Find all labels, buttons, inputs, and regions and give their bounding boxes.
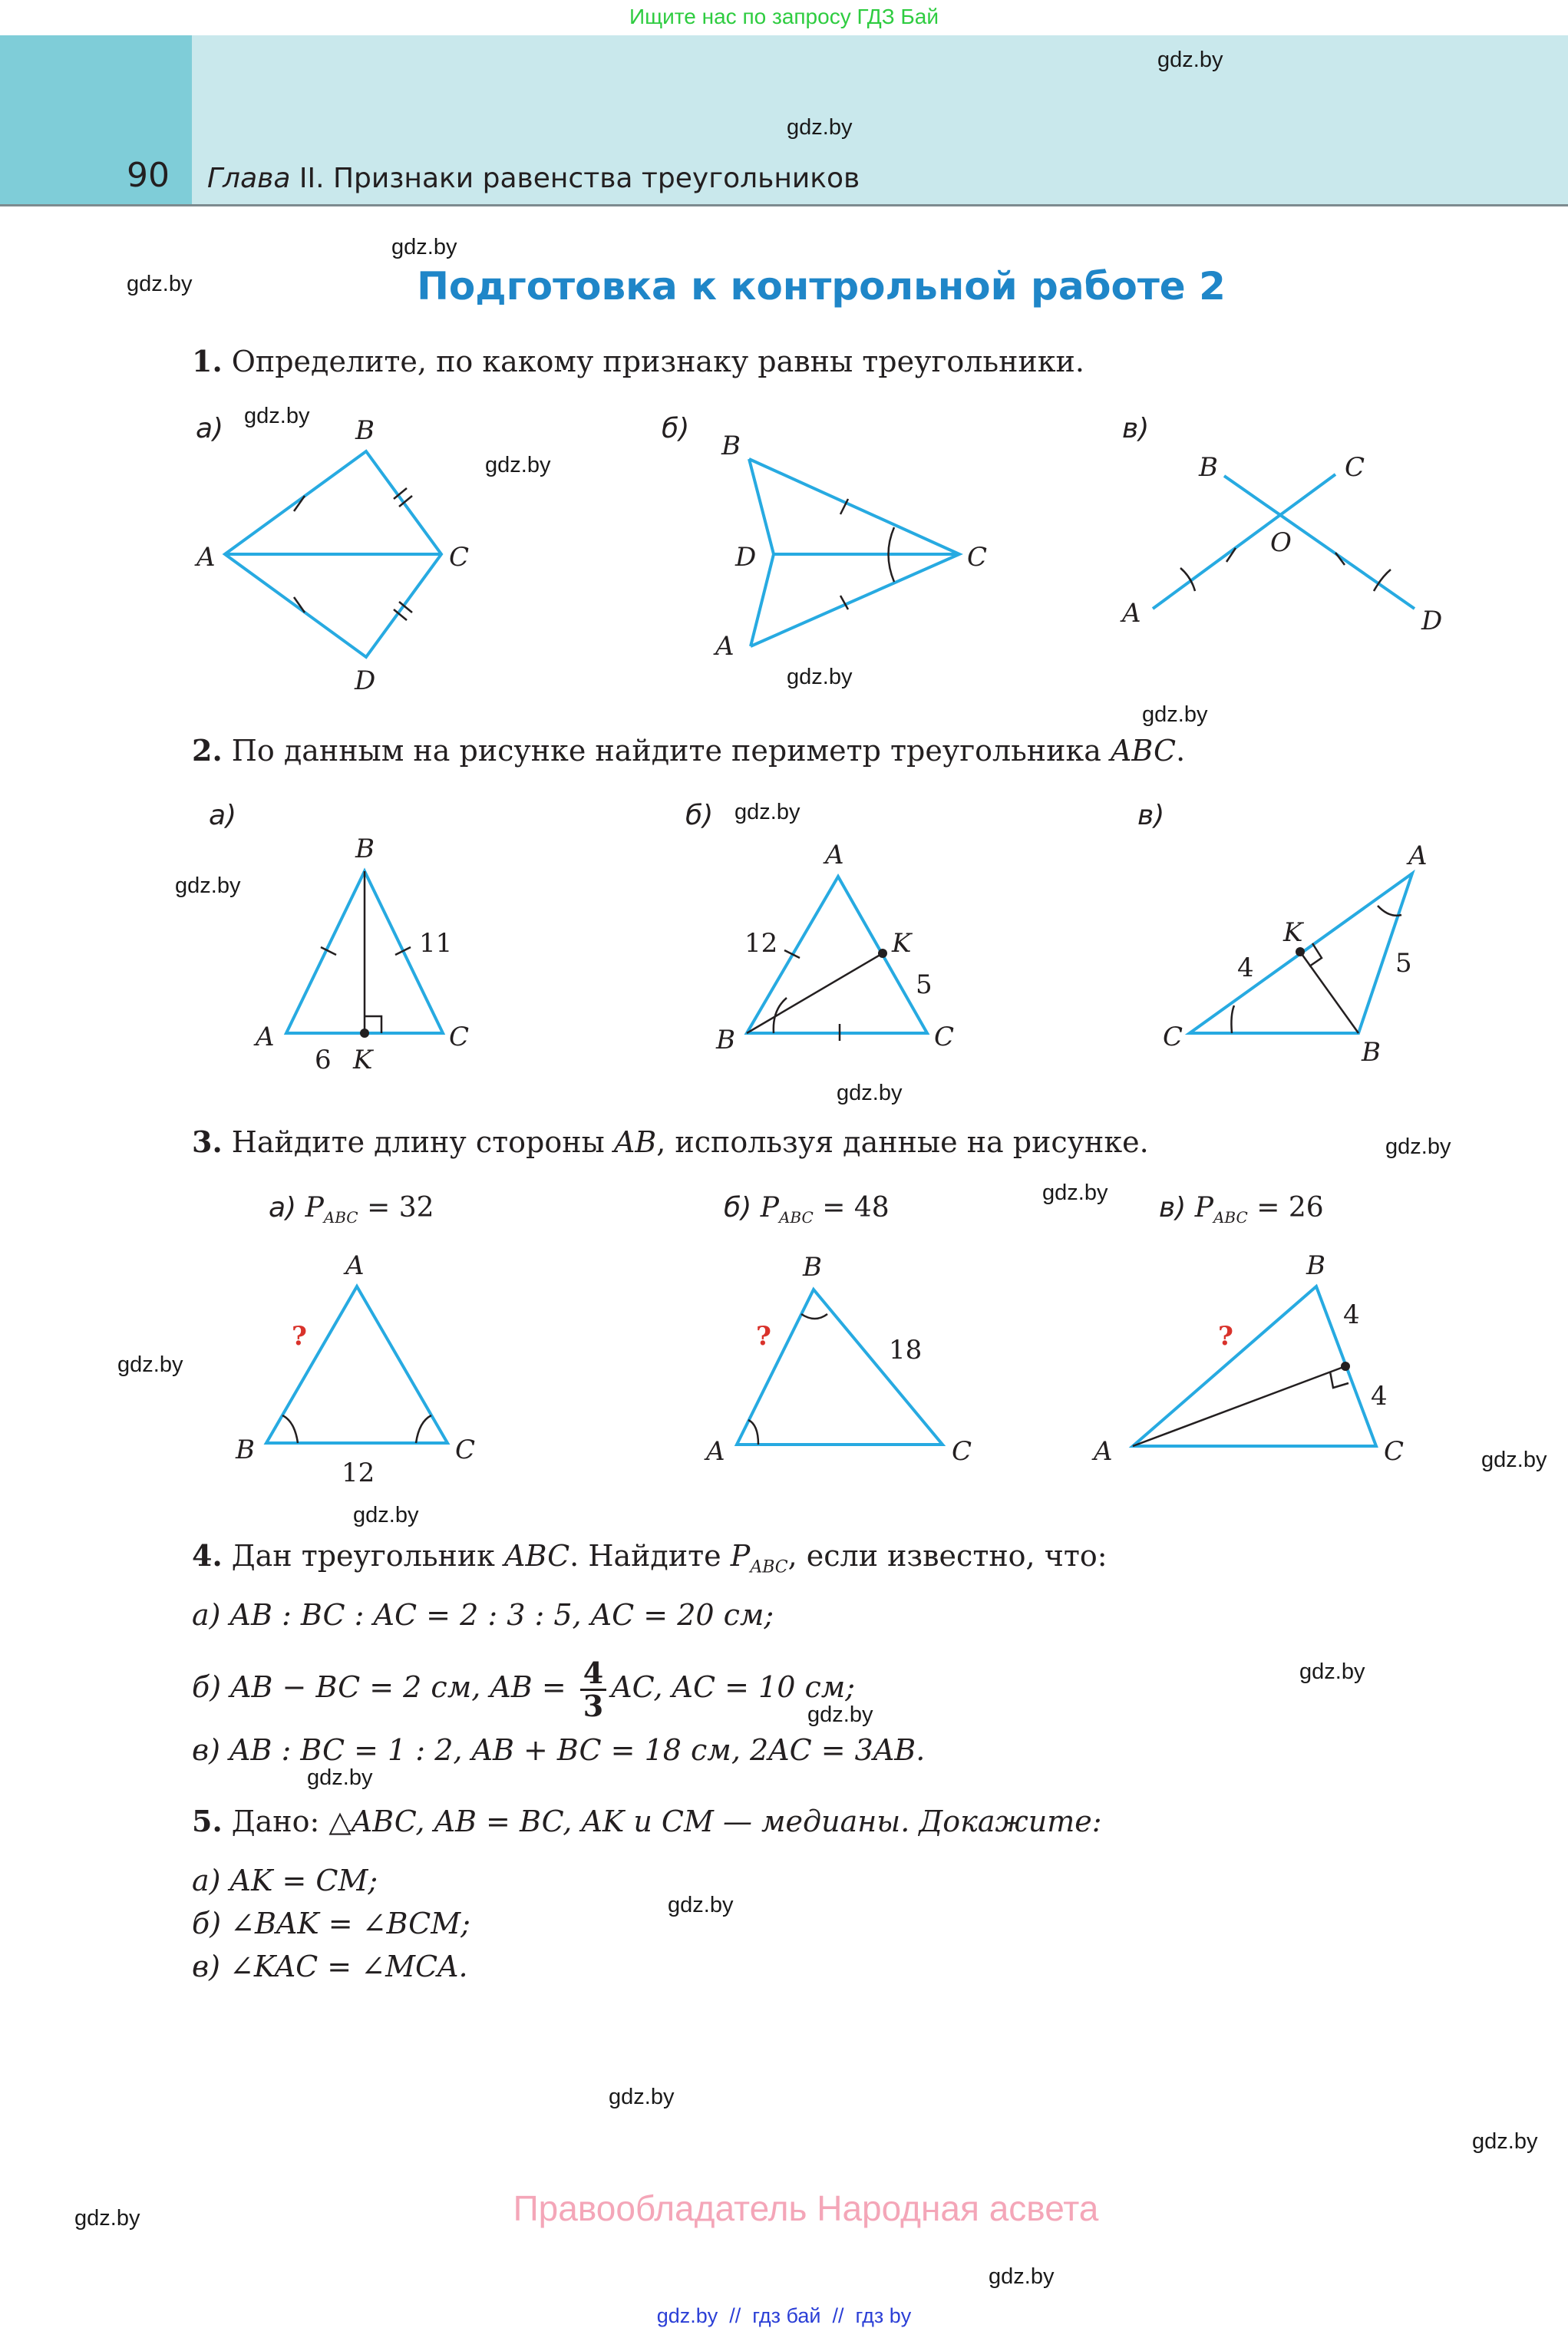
task-2-triangle: ABC bbox=[1110, 734, 1177, 768]
task-3b-p: P bbox=[760, 1192, 779, 1223]
task-5-text: Дано: △ bbox=[222, 1805, 352, 1838]
watermark: gdz.by bbox=[1472, 2129, 1538, 2154]
fig-2v-C: C bbox=[1163, 1022, 1183, 1052]
task-3a-p: P bbox=[305, 1192, 324, 1223]
task-4 bbox=[192, 1538, 1108, 1577]
task-5-line-v: в) ∠KAC = ∠MCA. bbox=[192, 1950, 468, 1983]
fig-3a-B: B bbox=[236, 1435, 255, 1465]
task-3-side: AB bbox=[613, 1125, 657, 1159]
task-3v-p: P bbox=[1194, 1192, 1213, 1223]
watermark: gdz.by bbox=[609, 2085, 675, 2109]
fig-1v-O: O bbox=[1270, 527, 1292, 558]
watermark: gdz.by bbox=[807, 1702, 873, 1727]
fig-1b-A: A bbox=[715, 631, 734, 662]
watermark: gdz.by bbox=[837, 1081, 903, 1105]
watermark: gdz.by bbox=[787, 665, 853, 689]
fig-3a-question: ? bbox=[292, 1321, 307, 1352]
task-3v-sub: ABC bbox=[1213, 1208, 1248, 1227]
fig-2v-4: 4 bbox=[1237, 953, 1254, 983]
fig-3b-C: C bbox=[952, 1436, 972, 1467]
task-1-number: 1. bbox=[192, 344, 223, 378]
fig-1b-D: D bbox=[735, 542, 757, 573]
task-3a-label: а) bbox=[269, 1192, 297, 1223]
task-4-fraction-num: 4 bbox=[580, 1658, 606, 1691]
task-4-line-v: в) AB : BC = 1 : 2, AB + BC = 18 см, 2AC = 3AB. bbox=[192, 1733, 926, 1767]
task-4-fraction bbox=[580, 1658, 606, 1722]
fig-2b-12: 12 bbox=[744, 928, 778, 959]
fig-2b-A: A bbox=[825, 840, 844, 870]
watermark: gdz.by bbox=[989, 2264, 1055, 2289]
task-2-number: 2. bbox=[192, 733, 223, 768]
fig-3a-C: C bbox=[455, 1435, 476, 1465]
fig-2b-K: K bbox=[892, 928, 912, 959]
fig-1v-C: C bbox=[1345, 452, 1365, 483]
task-3v-value: 26 bbox=[1288, 1192, 1324, 1223]
fig-3v-median bbox=[1133, 1366, 1345, 1446]
watermark: gdz.by bbox=[485, 453, 551, 477]
task-3b-eq: = bbox=[813, 1192, 854, 1223]
task-5-line-b: б) ∠BAK = ∠BCM; bbox=[192, 1907, 470, 1940]
watermark: gdz.by bbox=[1481, 1448, 1547, 1472]
fig-1v-A: A bbox=[1122, 598, 1141, 629]
task-4-line-b-start: б) AB − BC = 2 см, AB = bbox=[192, 1670, 576, 1704]
task-5-number: 5. bbox=[192, 1804, 223, 1838]
watermark: gdz.by bbox=[117, 1352, 183, 1377]
task-4-psub: ABC bbox=[750, 1557, 788, 1577]
task-1-text: Определите, по какому признаку равны треугольники. bbox=[222, 345, 1084, 378]
fig-1a-C: C bbox=[449, 542, 470, 573]
task-3-text: Найдите длину стороны bbox=[222, 1125, 614, 1159]
watermark: gdz.by bbox=[244, 404, 310, 428]
fig-3v-C: C bbox=[1384, 1436, 1405, 1467]
fig-2a-C: C bbox=[449, 1022, 470, 1052]
fig-3v-4-bottom: 4 bbox=[1371, 1381, 1388, 1412]
watermark: gdz.by bbox=[1385, 1134, 1451, 1159]
fig-3b-B: B bbox=[803, 1252, 822, 1283]
fig-3v-B: B bbox=[1306, 1250, 1325, 1281]
page-title: Подготовка к контрольной работе 2 bbox=[417, 264, 1226, 309]
watermark: gdz.by bbox=[307, 1765, 373, 1790]
watermark: gdz.by bbox=[1299, 1659, 1365, 1684]
fig-2a-11: 11 bbox=[419, 928, 453, 959]
fig-2a-6: 6 bbox=[315, 1045, 332, 1075]
task-3b-sub: ABC bbox=[778, 1208, 814, 1227]
task-3v-eq: = bbox=[1247, 1192, 1289, 1223]
task-4-mid: . Найдите bbox=[569, 1539, 731, 1573]
fig-3v-question: ? bbox=[1218, 1321, 1233, 1352]
task-1-label-v: в) bbox=[1122, 413, 1150, 444]
chapter-word: Глава bbox=[207, 163, 291, 194]
watermark: gdz.by bbox=[175, 873, 241, 898]
task-1-label-b: б) bbox=[662, 413, 690, 444]
task-2-label-v: в) bbox=[1137, 800, 1165, 831]
task-1-label-a: а) bbox=[196, 413, 224, 444]
task-5-rest: ABC, AB = BC, AK и CM — медианы. Докажите: bbox=[351, 1805, 1102, 1838]
task-3a-value: 32 bbox=[398, 1192, 434, 1223]
copyright-notice: Правообладатель Народная асвета bbox=[513, 2188, 1099, 2228]
task-4-line-a: а) AB : BC : AC = 2 : 3 : 5, AC = 20 см; bbox=[192, 1598, 774, 1632]
task-5 bbox=[192, 1804, 1102, 1838]
task-5-line-a: а) AK = CM; bbox=[192, 1864, 378, 1897]
watermark: gdz.by bbox=[391, 235, 457, 259]
fig-3b-shape bbox=[737, 1290, 942, 1445]
fig-3b-18: 18 bbox=[889, 1335, 923, 1365]
watermark: gdz.by bbox=[127, 272, 193, 296]
task-3b-label: б) bbox=[724, 1192, 752, 1223]
task-3a-eq: = bbox=[358, 1192, 399, 1223]
watermark: gdz.by bbox=[74, 2206, 140, 2231]
fig-2a-A: A bbox=[256, 1022, 275, 1052]
fig-3v-4-top: 4 bbox=[1343, 1299, 1360, 1330]
fig-3b-question: ? bbox=[756, 1321, 771, 1352]
task-4-line-b-end: AC, AC = 10 см; bbox=[611, 1670, 856, 1704]
top-banner[interactable]: Ищите нас по запросу ГДЗ Бай bbox=[629, 5, 939, 28]
task-4-fraction-den: 3 bbox=[583, 1689, 604, 1723]
fig-3a-A: A bbox=[345, 1250, 365, 1281]
task-2-end: . bbox=[1176, 734, 1186, 768]
watermark: gdz.by bbox=[787, 115, 853, 140]
fig-2v-5: 5 bbox=[1395, 948, 1412, 979]
watermark: gdz.by bbox=[1157, 48, 1223, 72]
footer-links[interactable]: gdz.by // гдз бай // гдз by bbox=[656, 2304, 912, 2327]
fig-2v-A: A bbox=[1408, 840, 1428, 871]
fig-3v-shape bbox=[1133, 1286, 1376, 1446]
task-4-p: P bbox=[730, 1539, 751, 1573]
fig-1a-B: B bbox=[355, 415, 375, 446]
fig-1v-B: B bbox=[1199, 452, 1218, 483]
watermark: gdz.by bbox=[1142, 702, 1208, 727]
fig-1v-D: D bbox=[1421, 606, 1443, 636]
fig-3v-A: A bbox=[1094, 1436, 1113, 1467]
fig-1b-C: C bbox=[967, 542, 988, 573]
task-3v-label: в) bbox=[1159, 1192, 1187, 1223]
task-2-text: По данным на рисунке найдите периметр треугольника bbox=[222, 734, 1111, 768]
task-3a-sub: ABC bbox=[323, 1208, 358, 1227]
fig-2a-K: K bbox=[353, 1045, 373, 1075]
task-3-number: 3. bbox=[192, 1124, 223, 1159]
fig-2a-B: B bbox=[355, 834, 375, 864]
task-2-label-b: б) bbox=[685, 800, 714, 831]
watermark: gdz.by bbox=[353, 1503, 419, 1527]
watermark: gdz.by bbox=[1042, 1181, 1108, 1205]
fig-1b-B: B bbox=[721, 431, 741, 461]
chapter-rest: II. Признаки равенства треугольников bbox=[290, 163, 860, 194]
fig-2b-5: 5 bbox=[916, 969, 933, 1000]
task-4-end: , если известно, что: bbox=[787, 1539, 1108, 1573]
fig-3a-12: 12 bbox=[342, 1458, 375, 1488]
fig-1a-A: A bbox=[196, 542, 216, 573]
task-2-label-a: а) bbox=[209, 800, 237, 831]
fig-2v-B: B bbox=[1362, 1037, 1381, 1068]
page-number: 90 bbox=[127, 156, 170, 195]
task-4-number: 4. bbox=[192, 1538, 223, 1573]
fig-3b-A: A bbox=[706, 1436, 725, 1467]
task-4-triangle: ABC bbox=[504, 1539, 570, 1573]
fig-2b-B: B bbox=[716, 1025, 735, 1055]
fig-3a-shape bbox=[266, 1286, 447, 1443]
fig-2v-K: K bbox=[1283, 917, 1303, 948]
fig-1a-D: D bbox=[355, 665, 376, 696]
task-3-end: , используя данные на рисунке. bbox=[656, 1125, 1149, 1159]
watermark: gdz.by bbox=[668, 1893, 734, 1917]
task-3b-value: 48 bbox=[853, 1192, 890, 1223]
task-4-line-b bbox=[192, 1658, 855, 1722]
watermark: gdz.by bbox=[734, 800, 801, 824]
task-4-text: Дан треугольник bbox=[222, 1539, 504, 1573]
fig-2b-C: C bbox=[934, 1022, 955, 1052]
